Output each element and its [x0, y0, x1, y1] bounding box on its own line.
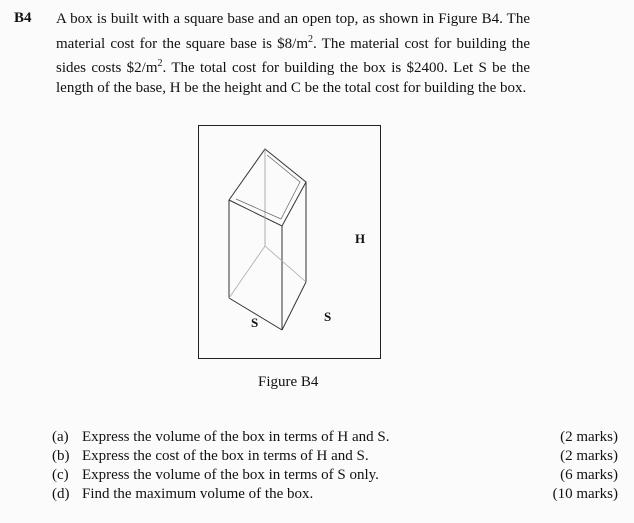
part-a-text: Express the volume of the box in terms of H and S.: [82, 429, 390, 445]
part-c-marks: (6 marks): [560, 467, 618, 483]
part-d-marks: (10 marks): [552, 486, 618, 502]
part-d-letter: (d): [52, 486, 70, 502]
part-a-letter: (a): [52, 429, 69, 445]
part-b-marks: (2 marks): [560, 448, 618, 464]
box-hidden-edge-1: [229, 246, 265, 298]
part-c: [52, 467, 618, 486]
part-b-letter: (b): [52, 448, 70, 464]
intro-text-3: . The total cost for building the box is $2400. Let S be the length of the base, H be the height and C be the total cost for building the box.: [56, 60, 530, 96]
label-side-left-s: S: [251, 315, 259, 330]
label-side-right-s: S: [324, 309, 332, 324]
intro-text-1: A box is built with a square base and an open top, as shown in Figure B4. The material cost for the square base is $8/m: [56, 11, 530, 52]
question-number: B4: [14, 10, 32, 26]
superscript-squared-1: 2: [308, 33, 314, 45]
figure-frame: [198, 125, 381, 359]
superscript-squared-2: 2: [157, 58, 163, 69]
label-height-h: H: [355, 231, 366, 246]
question-parts: [52, 429, 618, 505]
box-hidden-edge-2: [265, 246, 306, 282]
part-c-text: Express the volume of the box in terms of S only.: [82, 467, 379, 483]
part-d: [52, 486, 618, 505]
part-c-letter: (c): [52, 467, 69, 483]
question-intro: [56, 10, 530, 98]
intro-text-2: . The material cost for building the sides costs $2/m: [56, 35, 531, 76]
part-b: [52, 448, 618, 467]
box-diagram: [199, 126, 382, 360]
part-a: [52, 429, 618, 448]
part-b-text: Express the cost of the box in terms of H and S.: [82, 448, 369, 464]
box-top-face: [229, 149, 306, 226]
box-bottom-right-edge: [282, 282, 306, 330]
figure-caption: Figure B4: [258, 374, 319, 390]
part-a-marks: (2 marks): [560, 429, 618, 445]
box-top-inner: [236, 155, 300, 219]
part-d-text: Find the maximum volume of the box.: [82, 486, 314, 502]
